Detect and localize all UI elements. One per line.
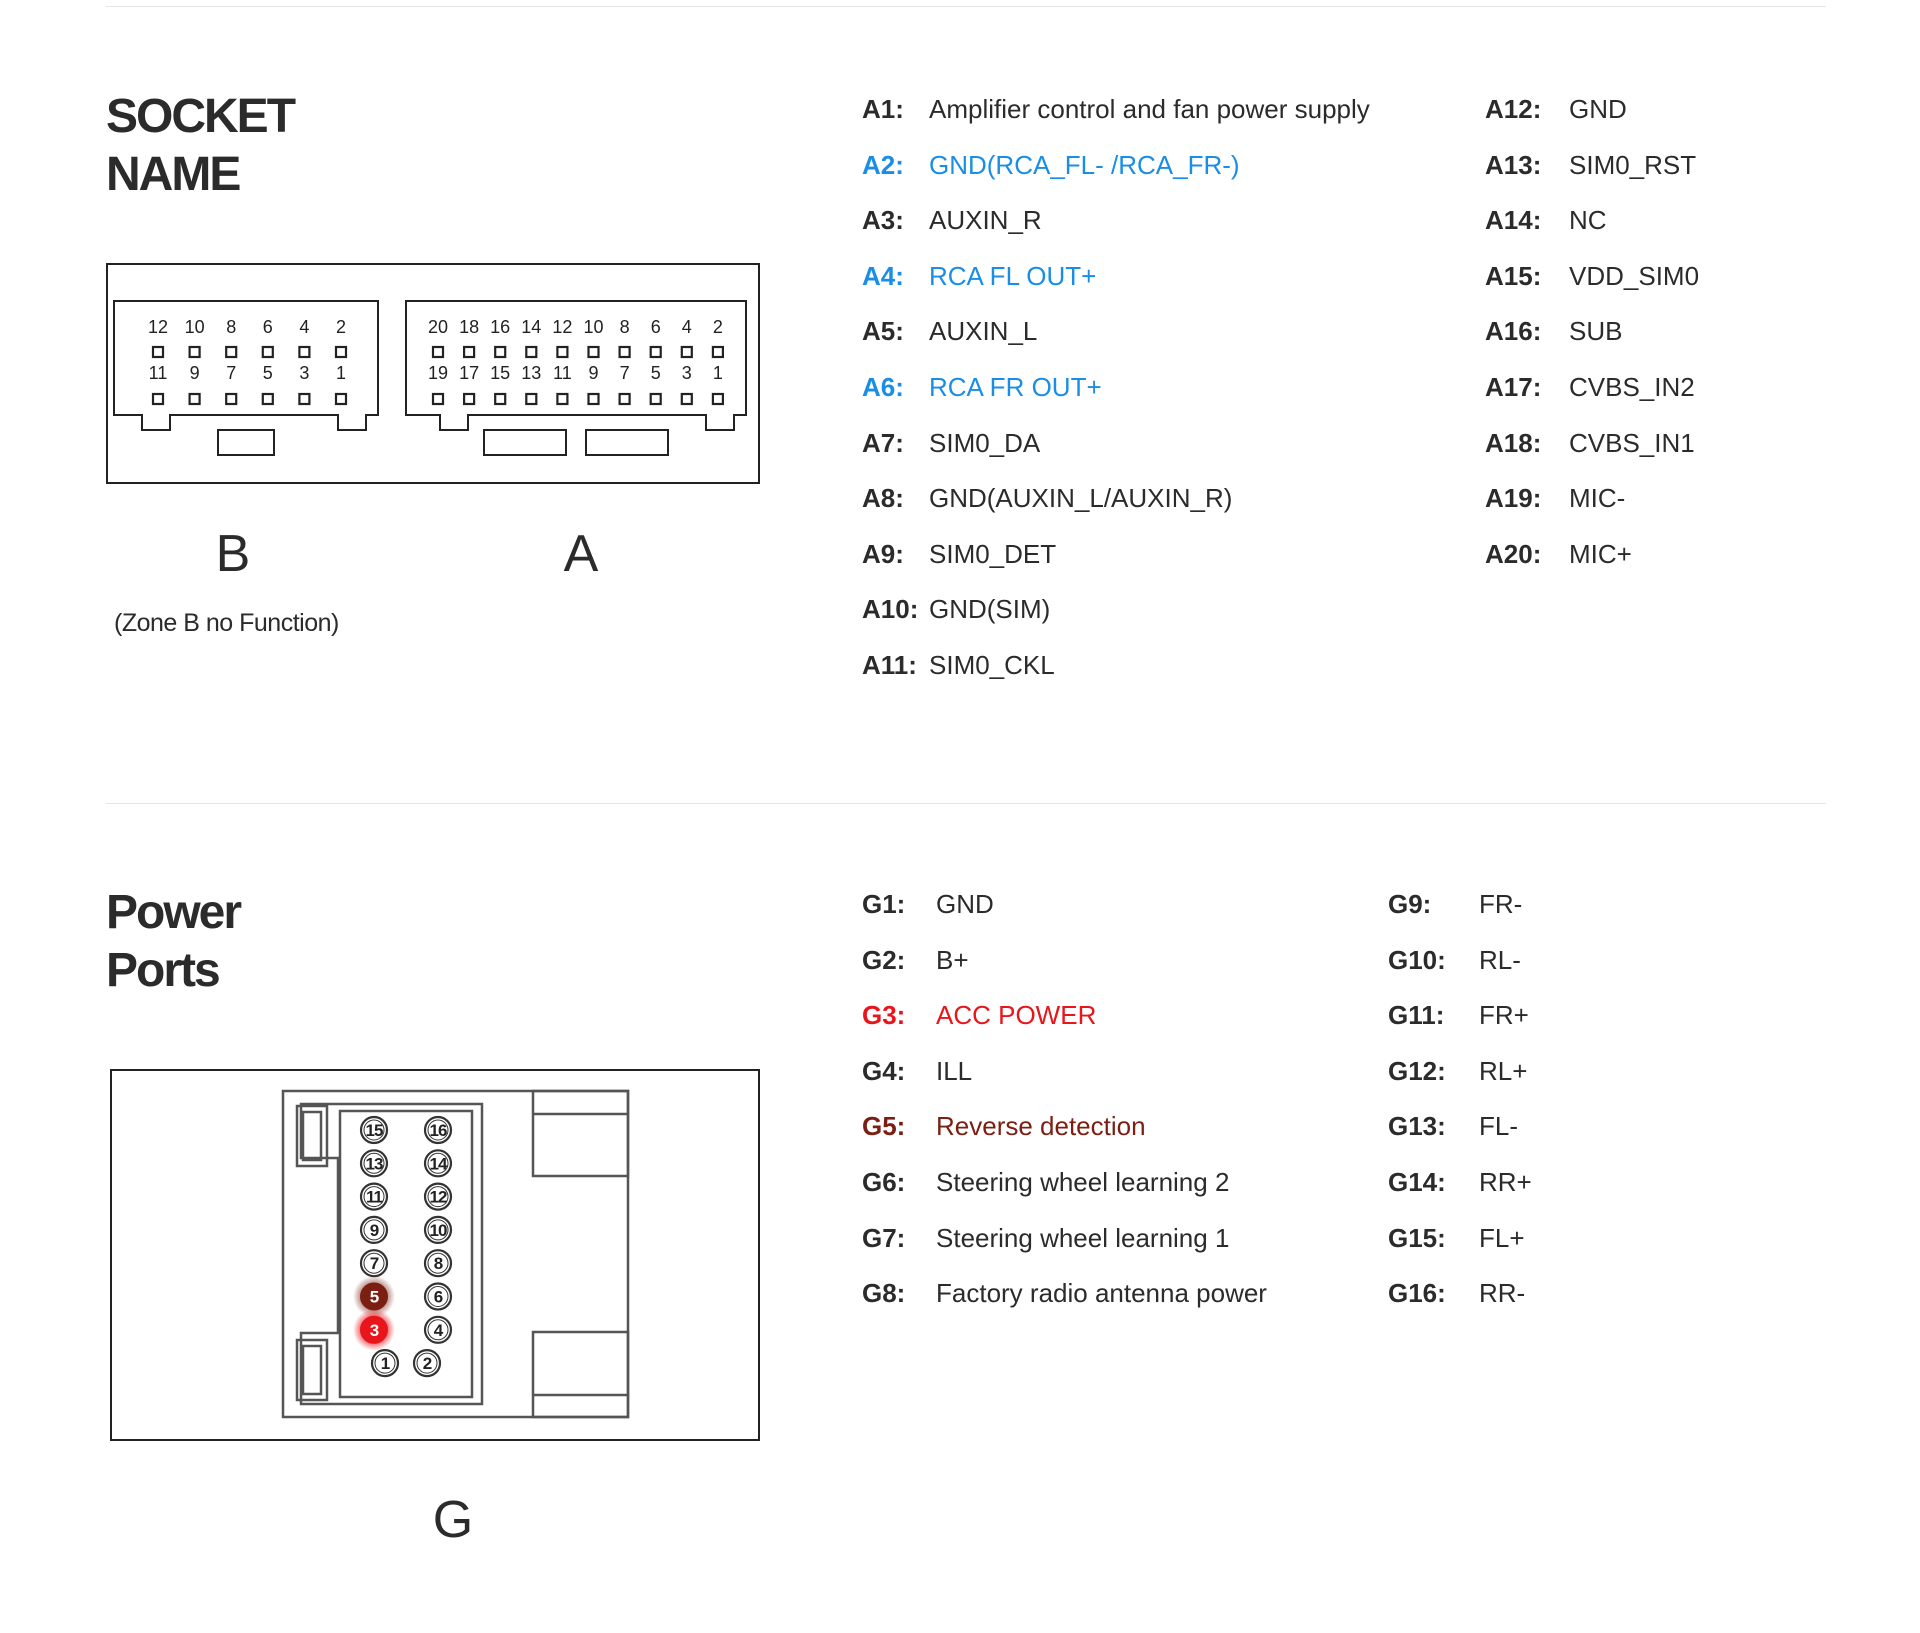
- pin-code: G16:: [1388, 1278, 1446, 1309]
- socket-pin-contact: [299, 347, 309, 357]
- socket-pin-number: 13: [521, 363, 542, 383]
- pin-label: CVBS_IN1: [1569, 427, 1695, 458]
- pin-label: FL+: [1479, 1222, 1525, 1253]
- pin-code: A20:: [1485, 538, 1542, 569]
- pin-code: A13:: [1485, 149, 1542, 180]
- pin-code: A18:: [1485, 427, 1542, 458]
- socket-pin-contact: [226, 394, 236, 404]
- pin-label: SUB: [1569, 316, 1623, 347]
- pin-code: A6:: [862, 372, 904, 402]
- section-divider: [106, 803, 1826, 804]
- socket-title-line-2: NAME: [106, 148, 240, 201]
- pin-label: GND(SIM): [929, 594, 1051, 625]
- pin-code: G9:: [1388, 889, 1432, 919]
- pin-label: FR-: [1479, 889, 1523, 919]
- pin-label: MIC+: [1569, 538, 1632, 569]
- pin-label: Steering wheel learning 2: [936, 1167, 1230, 1197]
- socket-pin-number: 7: [226, 363, 237, 383]
- pin-code: A4:: [862, 260, 904, 291]
- connector-pin-number: 9: [369, 1220, 379, 1240]
- pin-label: Factory radio antenna power: [936, 1278, 1267, 1309]
- pin-code: G14:: [1388, 1167, 1446, 1197]
- pin-label: B+: [936, 944, 969, 975]
- socket-pin-number: 3: [299, 363, 310, 383]
- pin-code: A5:: [862, 316, 904, 347]
- connector-pin-number: 5: [369, 1287, 379, 1307]
- socket-pin-number: 1: [335, 363, 347, 383]
- connector-pin-number: 6: [433, 1287, 443, 1307]
- pin-code: A9:: [862, 538, 904, 569]
- pin-label: Steering wheel learning 1: [936, 1222, 1230, 1253]
- socket-pin-number: 9: [588, 363, 599, 383]
- socket-pin-number: 19: [427, 363, 449, 383]
- pin-label: CVBS_IN2: [1569, 372, 1695, 402]
- pin-label: RL-: [1479, 944, 1521, 975]
- socket-pin-number: 2: [712, 317, 723, 337]
- pin-label: GND: [1569, 94, 1627, 124]
- pin-label: ILL: [936, 1055, 973, 1086]
- socket-pin-number: 9: [189, 363, 200, 383]
- pin-code: A12:: [1485, 94, 1542, 124]
- socket-pin-number: 15: [490, 363, 511, 383]
- connector-pin-number: 10: [429, 1220, 447, 1240]
- pin-code: A11:: [862, 650, 917, 680]
- pin-label: ACC POWER: [936, 1000, 1097, 1031]
- socket-pin-number: 11: [148, 363, 168, 383]
- connector-pin-number: 7: [369, 1254, 379, 1274]
- pin-label: VDD_SIM0: [1569, 260, 1700, 291]
- socket-pin-number: 10: [184, 317, 205, 337]
- pin-code: G5:: [862, 1111, 906, 1142]
- socket-pin-contact: [682, 347, 692, 357]
- socket-pin-contact: [336, 347, 346, 357]
- socket-pin-contact: [589, 394, 599, 404]
- pin-code: G7:: [862, 1222, 906, 1253]
- pin-label: FR+: [1479, 1000, 1529, 1031]
- socket-pin-contact: [153, 347, 163, 357]
- socket-pin-contact: [263, 347, 273, 357]
- power-pin-grid: [353, 1117, 451, 1376]
- zone-a-label: A: [563, 525, 599, 583]
- pin-label: AUXIN_R: [929, 205, 1042, 236]
- pin-code: A8:: [862, 483, 904, 514]
- pin-code: A14:: [1485, 205, 1542, 236]
- socket-pin-number: 3: [681, 363, 692, 383]
- connector-pin-number: 12: [429, 1187, 447, 1207]
- pin-label: RCA FL OUT+: [929, 260, 1097, 291]
- socket-pin-contact: [263, 394, 273, 404]
- pin-label: RL+: [1479, 1055, 1528, 1086]
- connector-side-slot-bottom-inner: [303, 1346, 321, 1394]
- zone-a-housing: [406, 301, 746, 430]
- socket-pin-number: 14: [521, 317, 542, 337]
- pin-code: A19:: [1485, 483, 1542, 514]
- socket-pin-number: 10: [583, 317, 604, 337]
- socket-pin-number: 16: [490, 317, 511, 337]
- pin-label: RCA FR OUT+: [929, 372, 1102, 402]
- pin-label: Amplifier control and fan power supply: [929, 94, 1370, 124]
- connector-pin-number: 16: [429, 1121, 447, 1140]
- socket-pin-number: 5: [262, 363, 273, 383]
- pin-code: A10:: [862, 594, 919, 625]
- pin-code: G4:: [862, 1055, 906, 1086]
- pin-code: A17:: [1485, 372, 1542, 402]
- socket-pin-contact: [589, 347, 599, 357]
- socket-pin-number: 18: [459, 317, 480, 337]
- pin-code: G15:: [1388, 1222, 1446, 1253]
- socket-pin-contact: [651, 347, 661, 357]
- pin-label: SIM0_RST: [1569, 149, 1697, 180]
- pin-label: RR-: [1479, 1278, 1526, 1309]
- socket-pin-number: 6: [262, 317, 273, 337]
- pin-label: GND: [936, 889, 994, 919]
- socket-pin-contact: [336, 394, 346, 404]
- socket-section-title: [106, 88, 294, 204]
- connector-pin-number: 14: [429, 1154, 447, 1174]
- socket-pin-contact: [713, 347, 723, 357]
- pin-code: G11:: [1388, 1000, 1445, 1031]
- socket-pin-number: 12: [147, 317, 169, 337]
- socket-pin-number: 11: [553, 363, 572, 383]
- socket-pin-contact: [153, 394, 163, 404]
- socket-pin-contact: [713, 394, 723, 404]
- socket-pin-contact: [557, 394, 567, 404]
- power-title-line-1: Power: [106, 886, 241, 939]
- connector-right-tab-top: [533, 1091, 628, 1176]
- socket-pin-contact: [526, 394, 536, 404]
- socket-title-line-1: SOCKET: [106, 90, 295, 143]
- pin-code: G1:: [862, 889, 906, 919]
- power-title-line-2: Ports: [106, 944, 219, 997]
- pin-label: RR+: [1479, 1167, 1532, 1197]
- socket-pin-contact: [190, 347, 200, 357]
- socket-pin-contact: [190, 394, 200, 404]
- zone-b-pin-grid: [148, 317, 346, 404]
- connector-pin-number: 8: [433, 1254, 443, 1274]
- connector-pin-number: 15: [365, 1121, 383, 1140]
- pin-code: G12:: [1388, 1055, 1446, 1086]
- connector-pin-number: 1: [380, 1354, 390, 1374]
- socket-pin-contact: [495, 394, 505, 404]
- pin-code: A3:: [862, 205, 904, 236]
- socket-pin-contact: [620, 347, 630, 357]
- socket-pin-contact: [464, 347, 474, 357]
- socket-pin-number: 8: [226, 317, 237, 337]
- socket-pin-number: 17: [459, 363, 480, 383]
- connector-pin-number: 4: [433, 1320, 443, 1340]
- pin-code: A15:: [1485, 260, 1542, 291]
- pin-code: A2:: [862, 149, 904, 180]
- pin-label: SIM0_DA: [929, 427, 1041, 458]
- zone-a-latch-left: [484, 430, 566, 455]
- socket-pin-number: 4: [299, 317, 310, 337]
- pin-code: A16:: [1485, 316, 1542, 347]
- pin-label: GND(AUXIN_L/AUXIN_R): [929, 483, 1233, 514]
- pin-code: A1:: [862, 94, 904, 124]
- zone-a-latch-right: [586, 430, 668, 455]
- socket-pin-number: 7: [619, 363, 630, 383]
- socket-pin-contact: [526, 347, 536, 357]
- pin-code: G2:: [862, 944, 906, 975]
- zone-a-pin-grid: [428, 317, 723, 404]
- pin-label: GND(RCA_FL- /RCA_FR-): [929, 149, 1240, 180]
- pin-code: A7:: [862, 427, 904, 458]
- connector-side-slot-top-inner: [303, 1112, 321, 1160]
- socket-pin-contact: [299, 394, 309, 404]
- socket-pin-number: 5: [650, 363, 661, 383]
- connector-pin-number: 11: [366, 1187, 382, 1207]
- zone-b-latch: [218, 430, 274, 455]
- connector-pin-number: 3: [369, 1320, 379, 1340]
- socket-pin-contact: [495, 347, 505, 357]
- socket-pin-contact: [433, 347, 443, 357]
- socket-pin-contact: [226, 347, 236, 357]
- power-section-title: [106, 884, 240, 1000]
- socket-pin-number: 8: [619, 317, 630, 337]
- zone-b-label: B: [215, 525, 251, 583]
- pin-label: AUXIN_L: [929, 316, 1038, 347]
- socket-pin-number: 20: [427, 317, 449, 337]
- power-connector-diagram: [110, 1069, 760, 1441]
- socket-pin-number: 6: [650, 317, 661, 337]
- socket-pin-contact: [651, 394, 661, 404]
- socket-pin-number: 4: [681, 317, 692, 337]
- socket-connector-diagram: [106, 263, 760, 484]
- socket-pin-number: 12: [552, 317, 573, 337]
- zone-b-note: (Zone B no Function): [114, 609, 339, 637]
- pin-code: G3:: [862, 1000, 906, 1031]
- socket-pin-contact: [433, 394, 443, 404]
- pin-code: G10:: [1388, 944, 1446, 975]
- connector-right-tab-bottom: [533, 1332, 628, 1417]
- connector-pin-number: 13: [365, 1154, 383, 1174]
- socket-pin-contact: [464, 394, 474, 404]
- pin-code: G13:: [1388, 1111, 1446, 1142]
- connector-body: [283, 1091, 628, 1417]
- power-connector-label: G: [432, 1491, 474, 1549]
- socket-pin-contact: [682, 394, 692, 404]
- socket-pin-contact: [557, 347, 567, 357]
- pin-label: SIM0_DET: [929, 538, 1057, 569]
- socket-pin-contact: [620, 394, 630, 404]
- connector-pin-number: 2: [422, 1354, 432, 1374]
- pin-label: MIC-: [1569, 483, 1626, 514]
- connector-pin-field: [340, 1111, 472, 1397]
- top-divider: [106, 6, 1826, 7]
- pin-code: G6:: [862, 1167, 906, 1197]
- socket-pin-number: 1: [712, 363, 723, 383]
- pin-label: NC: [1569, 205, 1607, 236]
- pin-label: SIM0_CKL: [929, 650, 1055, 680]
- pin-label: FL-: [1479, 1111, 1518, 1142]
- pin-label: Reverse detection: [936, 1111, 1146, 1142]
- socket-pin-number: 2: [335, 317, 347, 337]
- pin-code: G8:: [862, 1278, 906, 1309]
